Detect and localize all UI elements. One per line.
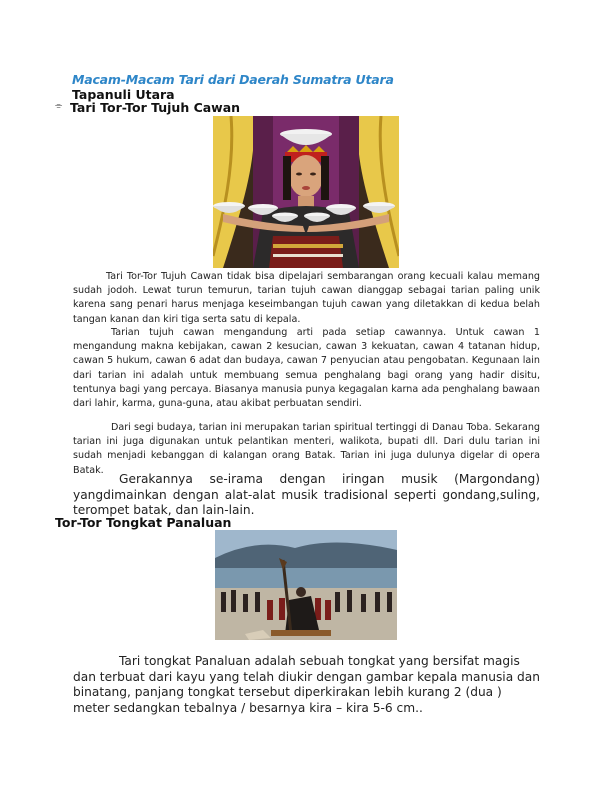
paragraph-culture: Dari segi budaya, tarian ini merupakan tarian spiritual tertinggi di Danau Toba. Sekarang tarian ini juga digunakan untuk pelantikan menteri, walikota, bupati dll. Dari dulu tarian ini sudah menjadi kebanggan di kalangan orang Batak. Tarian ini juga dulunya digelar di opera Batak. [73,422,540,476]
section-title-tujuh-cawan: Tari Tor-Tor Tujuh Cawan [70,100,241,115]
photo-tujuh-cawan-dancer [213,116,399,268]
bullet-icon: ⌯ [55,101,63,111]
document-title: Macam-Macam Tari dari Daerah Sumatra Utara [72,72,394,87]
paragraph-tongkat: Tari tongkat Panaluan adalah sebuah tongkat yang bersifat magis dan terbuat dari kayu yang telah diukir dengan gambar kepala manusia dan binatang, panjang tongkat tersebut diperkirakan lebih kurang 2 (dua ) meter sedangkan tebalnya / besarnya kira – kira 5-6 cm.. [73,654,540,715]
region-heading: Tapanuli Utara [72,87,175,102]
paragraph-intro: Tari Tor-Tor Tujuh Cawan tidak bisa dipelajari sembarangan orang kecuali kalau memang sudah jodoh. Lewat turun temurun, tarian tujuh cawan dianggap sebagai tarian paling unik karena sang penari harus menjaga keseimbangan tujuh cawan yang diletakkan di kedua belah tangan kanan dan kiri tiga serta satu di kepala. [73,271,540,325]
photo-tongkat-panaluan-dance [215,530,397,640]
paragraph-meaning: Tarian tujuh cawan mengandung arti pada setiap cawannya. Untuk cawan 1 mengandung makna kebijakan, cawan 2 kesucian, cawan 3 kekuatan, cawan 4 tatanan hidup, cawan 5 hukum, cawan 6 adat dan budaya, cawan 7 penyucian atau pengobatan. Kegunaan lain dari tarian ini adalah untuk membuang semua penghalang bagi orang yang hadir disitu, tentunya bagi yang percaya. Biasanya manusia punya kegagalan karna ada penghalang bawaan dari lahir, karma, guna-guna, atau akibat perbuatan sendiri. [73,327,540,410]
section-title-tongkat-panaluan: Tor-Tor Tongkat Panaluan [55,515,232,530]
paragraph-music: Gerakannya se-irama dengan iringan musik (Margondang) yangdimainkan dengan alat-alat musik tradisional seperti gondang,suling, terompet batak, dan lain-lain. [73,472,540,517]
